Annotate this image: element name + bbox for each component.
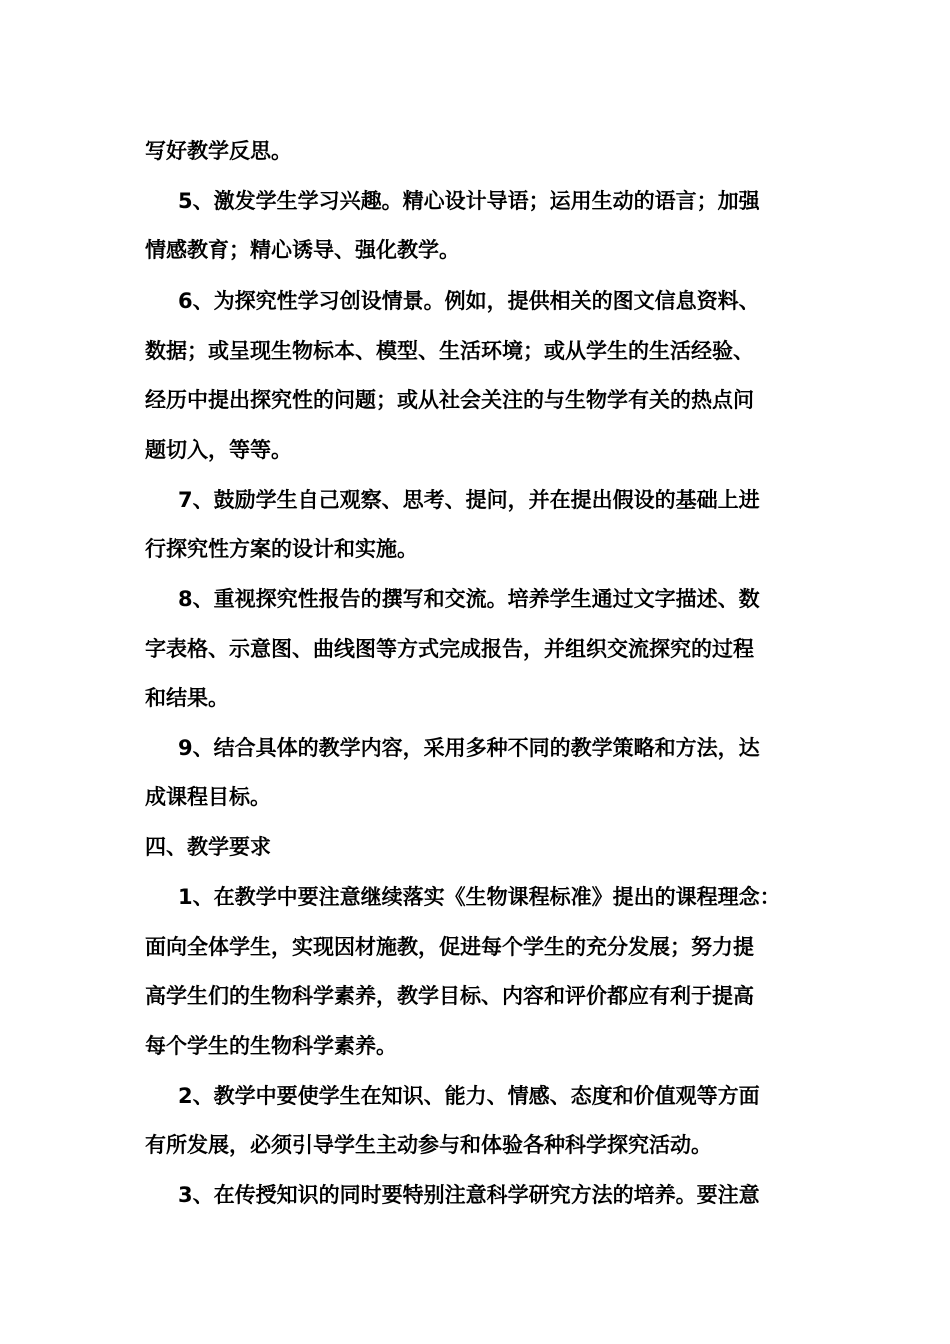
text-line: 2、教学中要使学生在知识、能力、情感、态度和价值观等方面 — [178, 1084, 760, 1108]
text-line: 7、鼓励学生自己观察、思考、提问，并在提出假设的基础上进 — [178, 488, 760, 512]
text-line: 1、在教学中要注意继续落实《生物课程标准》提出的课程理念： — [178, 885, 781, 909]
text-line: 成课程目标。 — [145, 785, 271, 809]
text-line: 经历中提出探究性的问题；或从社会关注的与生物学有关的热点问 — [145, 388, 754, 412]
text-line: 3、在传授知识的同时要特别注意科学研究方法的培养。要注意 — [178, 1183, 760, 1207]
text-line: 有所发展，必须引导学生主动参与和体验各种科学探究活动。 — [145, 1133, 712, 1157]
text-line: 6、为探究性学习创设情景。例如，提供相关的图文信息资料、 — [178, 289, 760, 313]
text-line: 高学生们的生物科学素养，教学目标、内容和评价都应有利于提高 — [145, 984, 754, 1008]
text-line: 情感教育；精心诱导、强化教学。 — [145, 238, 460, 262]
text-line: 5、激发学生学习兴趣。精心设计导语；运用生动的语言；加强 — [178, 189, 760, 213]
text-line: 行探究性方案的设计和实施。 — [145, 537, 418, 561]
text-line: 每个学生的生物科学素养。 — [145, 1034, 397, 1058]
text-line: 8、重视探究性报告的撰写和交流。培养学生通过文字描述、数 — [178, 587, 760, 611]
text-line: 面向全体学生，实现因材施教，促进每个学生的充分发展；努力提 — [145, 935, 754, 959]
text-line: 和结果。 — [145, 686, 229, 710]
text-line: 数据；或呈现生物标本、模型、生活环境；或从学生的生活经验、 — [145, 339, 754, 363]
text-line: 9、结合具体的教学内容，采用多种不同的教学策略和方法，达 — [178, 736, 760, 760]
text-line: 写好教学反思。 — [145, 139, 292, 163]
section-heading: 四、教学要求 — [145, 835, 271, 859]
text-line: 题切入，等等。 — [145, 438, 292, 462]
text-line: 字表格、示意图、曲线图等方式完成报告，并组织交流探究的过程 — [145, 637, 754, 661]
